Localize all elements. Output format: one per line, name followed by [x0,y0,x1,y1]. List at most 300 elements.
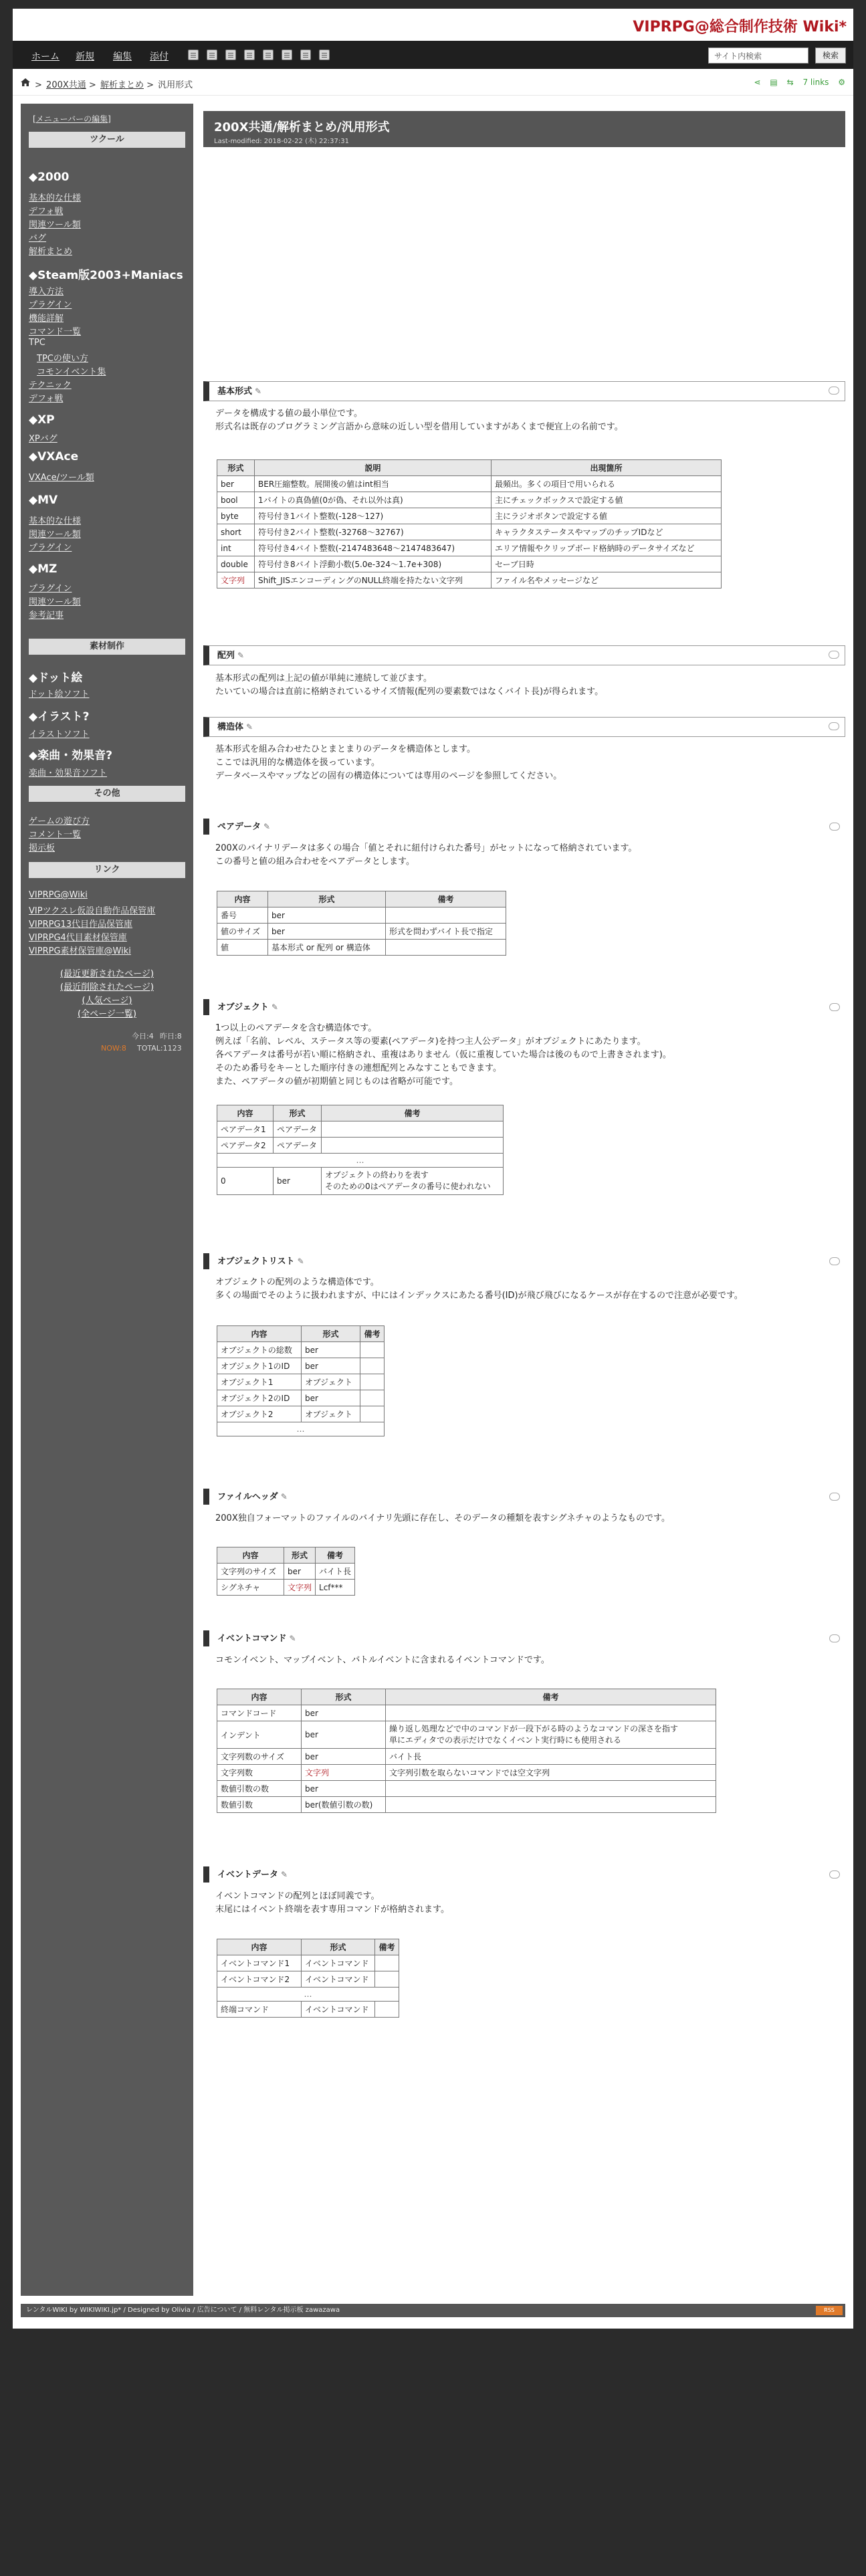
heading-text: イベントコマンド [217,1634,287,1644]
section-desc [215,1022,671,1089]
sidebar-item[interactable]: コメント一覧 [29,830,82,840]
sidebar-item[interactable]: 導入方法 [29,287,64,297]
section-heading-object [203,999,845,1015]
table-cell: 符号付き4バイト整数(-2147483648～2147483647) [255,540,492,556]
table-row [217,1374,385,1390]
table-row [217,492,722,508]
table-row [217,1390,385,1406]
sidebar-item[interactable]: コマンド一覧 [29,327,82,337]
table-header: 形式 [284,1547,316,1564]
site-header [13,9,853,38]
sidebar-heading-xp[interactable]: ◆XP [29,413,55,427]
menu-attach[interactable]: 添付 [150,51,169,62]
file-header-table [217,1547,355,1596]
search-button[interactable]: 検索 [815,47,846,64]
sidebar-section-links: リンク [29,862,185,878]
links-icon[interactable]: ⇆ [786,78,794,87]
rss-badge[interactable]: RSS [816,2306,843,2315]
table-cell: ber [217,476,255,492]
table-cell: 符号付き1バイト整数(-128～127) [255,508,492,524]
table-cell-ellipsis: … [217,1422,385,1436]
table-row [217,2002,399,2018]
table-cell: オブジェクト2のID [217,1390,302,1406]
sidebar [21,104,193,2296]
table-cell: ber [302,1705,386,1721]
page-title-box [203,111,845,147]
sidebar-ext-link[interactable]: VIPRPG4代目素材保管庫 [29,933,127,943]
table-cell: 終端コマンド [217,2002,302,2018]
table-cell: ペアデータ [274,1138,322,1154]
object-table [217,1105,504,1195]
sidebar-item[interactable]: ドット絵ソフト [29,689,90,700]
table-cell: 1バイトの真偽値(0が偽、それ以外は真) [255,492,492,508]
table-row [217,1358,385,1374]
table-header: 備考 [322,1105,504,1121]
edit-icon[interactable]: ✎ [237,651,245,660]
table-header: 備考 [316,1547,355,1564]
sidebar-ext-link[interactable]: VIPRPG素材保管庫@Wiki [29,946,131,956]
edit-icon[interactable]: ✎ [246,722,253,732]
edit-icon[interactable]: ✎ [280,1492,288,1501]
table-cell: 数値引数の数 [217,1781,302,1797]
edit-icon[interactable]: ✎ [281,1870,288,1879]
rss-icon[interactable]: ▤ [770,78,778,87]
table-cell: ber [268,924,386,940]
desc-line: 例えば「名前、レベル、ステータス等の要素(ペアデータ)を持つ主人公データ」がオブジェクトにあたります。 [215,1037,646,1047]
sidebar-heading-steam[interactable]: ◆Steam版2003+Maniacs [29,269,183,282]
table-row [217,1781,716,1797]
basic-types-table [217,459,722,588]
sidebar-section-tools: ツクール [29,132,185,148]
breadcrumb-item-200x[interactable]: 200X共通 [46,80,86,90]
table-cell: 文字列数のサイズ [217,1749,302,1765]
table-row [217,1121,504,1138]
counter-today: 今日:4 [132,1032,154,1041]
site-title[interactable]: VIPRPG@総合制作技術 Wiki* [633,19,847,35]
diff-icon[interactable] [225,49,236,60]
sidebar-item: TPC [29,338,45,348]
table-cell: 符号付き8バイト浮動小数(5.0e-324～1.7e+308) [255,556,492,572]
table-cell-link[interactable]: 文字列 [217,572,255,588]
breadcrumb-sep: > [88,80,96,90]
table-cell: オブジェクトの終わりを表す そのための0はペアデータの番号に使われない [322,1168,504,1195]
desc-line: また、ペアデータの値が初期値と同じものは省略が可能です。 [215,1077,458,1087]
table-cell [322,1138,504,1154]
all-pages-link[interactable]: (全ページ一覧) [78,1009,136,1019]
anchor-icon[interactable] [829,387,839,395]
table-cell-link[interactable]: 文字列 [302,1765,386,1781]
sidebar-heading-vxace[interactable]: ◆VXAce [29,450,79,463]
table-cell: コマンドコード [217,1705,302,1721]
table-cell-link[interactable]: 文字列 [284,1580,316,1596]
breadcrumb-sep: > [35,80,42,90]
table-cell: シグネチャ [217,1580,284,1596]
table-cell: 0 [217,1168,274,1195]
breadcrumb-item-analysis[interactable]: 解析まとめ [100,80,144,90]
menu-bar [13,41,853,69]
sidebar-item[interactable]: 関連ツール類 [29,220,81,230]
table-header: 形式 [302,1326,360,1342]
table-cell: オブジェクト [302,1374,360,1390]
anchor-icon[interactable] [829,1003,840,1011]
table-cell [360,1406,385,1422]
table-cell: 最頻出。多くの項目で用いられる [492,476,722,492]
anchor-icon[interactable] [829,1870,840,1879]
table-cell: イベントコマンド2 [217,1971,302,1988]
deleted-pages-link[interactable]: (最近削除されたページ) [60,982,154,992]
sidebar-item[interactable]: イラストソフト [29,730,90,740]
desc-line: 各ペアデータは番号が若い順に格納され、重複はありません（仮に重複していた場合は後のもので上書きされます)。 [215,1050,671,1060]
table-row [217,524,722,540]
section-desc [215,1654,550,1667]
sidebar-item[interactable]: プラグイン [29,300,72,310]
menu-edit[interactable]: 編集 [113,51,132,62]
table-cell [360,1358,385,1374]
table-cell: 数値引数 [217,1797,302,1813]
table-cell: 形式を問わずバイト長で指定 [386,924,506,940]
table-cell: ber [302,1721,386,1749]
popular-pages-link[interactable]: (人気ページ) [82,996,132,1006]
table-cell: short [217,524,255,540]
pair-data-table [217,891,506,956]
table-cell: セーブ日時 [492,556,722,572]
table-row [217,1422,385,1436]
sidebar-item[interactable]: 関連ツール類 [29,597,81,607]
edit-icon[interactable]: ✎ [263,822,271,831]
table-row [217,1564,355,1580]
section-heading-basic [203,381,845,401]
table-cell: ber [302,1749,386,1765]
table-cell: bool [217,492,255,508]
table-header: 備考 [386,1689,716,1705]
table-cell: 主にチェックボックスで設定する値 [492,492,722,508]
edit-icon[interactable]: ✎ [255,387,262,396]
edit-icon[interactable]: ✎ [297,1257,304,1266]
sidebar-item[interactable]: プラグイン [29,543,72,553]
table-row [217,556,722,572]
anchor-icon[interactable] [829,722,839,730]
table-header: 内容 [217,1547,284,1564]
desc-line: この番号と値の組み合わせをペアデータとします。 [215,857,415,867]
sidebar-edit-link[interactable]: [メニューバーの編集] [33,114,111,124]
copy-icon[interactable] [188,49,199,60]
sidebar-item[interactable]: 基本的な仕様 [29,193,82,203]
heading-text: 構造体 [217,722,244,732]
table-cell: インデント [217,1721,302,1749]
sidebar-item[interactable]: デフォ戦 [29,394,64,404]
table-cell [360,1342,385,1358]
sidebar-section-material: 素材制作 [29,639,185,655]
breadcrumb-bar [13,69,853,96]
table-cell: 主にラジオボタンで設定する値 [492,508,722,524]
table-row [217,1971,399,1988]
table-cell: ファイル名やメッセージなど [492,572,722,588]
table-row [217,924,506,940]
sidebar-item[interactable]: 基本的な仕様 [29,516,82,526]
edit-icon[interactable]: ✎ [271,1002,278,1012]
counter-yesterday: 昨日:8 [160,1032,182,1041]
section-desc [215,1512,670,1525]
recent-pages-link[interactable]: (最近更新されたページ) [60,969,154,979]
table-header: 出現箇所 [492,460,722,476]
table-cell: イベントコマンド [302,1971,375,1988]
anchor-icon[interactable] [829,1257,840,1265]
table-cell [360,1374,385,1390]
table-header: 形式 [302,1939,375,1955]
anchor-icon[interactable] [829,823,840,831]
desc-line: データを構成する値の最小単位です。 [215,409,362,419]
page-title: 200X共通/解析まとめ/汎用形式 [214,120,390,134]
table-row [217,1168,504,1195]
desc-line: 200X独自フォーマットのファイルのバイナリ先頭に存在し、そのデータの種類を表すシグネチャのようなものです。 [215,1513,670,1523]
section-heading-eventdata [203,1866,845,1883]
section-heading-eventcmd [203,1630,845,1646]
share-icon[interactable]: ⋖ [754,78,761,87]
edit-icon[interactable]: ✎ [289,1634,296,1643]
table-row [217,1721,716,1749]
table-cell: 文字列数 [217,1765,302,1781]
table-cell: 繰り返し処理などで中のコマンドが一段下がる時のようなコマンドの深さを指す 単にエディタでの表示だけでなくイベント実行時にも使用される [386,1721,716,1749]
section-heading-array [203,645,845,665]
sidebar-item[interactable]: 掲示板 [29,843,56,853]
table-row [217,907,506,924]
table-row [217,476,722,492]
table-row [217,1797,716,1813]
table-row [217,1154,504,1168]
sidebar-section-other: その他 [29,786,185,802]
sidebar-heading-music[interactable]: ◆楽曲・効果音? [29,749,112,762]
sidebar-item[interactable]: バグ [29,233,47,243]
counter-now: NOW:8 [101,1044,126,1053]
table-cell: ペアデータ2 [217,1138,274,1154]
table-cell: 基本形式 or 配列 or 構造体 [268,940,386,956]
table-cell: ber [274,1168,322,1195]
sidebar-item[interactable]: ゲームの遊び方 [29,817,90,827]
section-heading-struct [203,717,845,737]
desc-line: 基本形式の配列は上記の値が単純に連続して並びます。 [215,673,432,683]
table-row [217,1406,385,1422]
table-cell: イベントコマンド1 [217,1955,302,1971]
table-cell: オブジェクト1のID [217,1358,302,1374]
table-row [217,1342,385,1358]
anchor-icon[interactable] [829,651,839,659]
table-cell: イベントコマンド [302,2002,375,2018]
sidebar-heading-dot[interactable]: ◆ドット絵 [29,671,83,685]
section-heading-pair [203,819,845,835]
table-row [217,1765,716,1781]
home-icon[interactable] [21,78,30,86]
search-input[interactable]: サイト内検索 [708,47,808,64]
table-cell [386,907,506,924]
sidebar-item[interactable]: XPバグ [29,434,58,444]
sidebar-heading-illust[interactable]: ◆イラスト? [29,710,90,724]
table-row [217,540,722,556]
heading-text: イベントデータ [217,1870,279,1880]
table-row [217,940,506,956]
table-cell: キャラクタステータスやマップのチップIDなど [492,524,722,540]
table-cell-ellipsis: … [217,1154,504,1168]
section-desc [215,407,623,434]
table-cell: 番号 [217,907,268,924]
sidebar-heading-2000[interactable]: ◆2000 [29,171,70,184]
table-cell: 値 [217,940,268,956]
sidebar-ext-link[interactable]: VIPRPG@Wiki [29,890,88,900]
sidebar-item[interactable]: 解析まとめ [29,247,73,257]
table-cell: ber [284,1564,316,1580]
breadcrumb [35,78,194,90]
sidebar-item[interactable]: 機能詳解 [29,314,64,324]
table-row [217,1749,716,1765]
table-cell: Shift_JISエンコーディングのNULL終端を持たない文字列 [255,572,492,588]
table-row [217,1705,716,1721]
list-icon[interactable] [282,49,292,60]
table-header: 形式 [302,1689,386,1705]
table-header: 形式 [217,460,255,476]
table-cell: ber(数値引数の数) [302,1797,386,1813]
table-cell [375,1971,399,1988]
crumb-tools [748,78,845,87]
page [13,9,853,2329]
anchor-icon[interactable] [829,1493,840,1501]
desc-line: 200Xのバイナリデータは多くの場合「値とそれに紐付けられた番号」がセットになって格納されています。 [215,843,637,853]
table-cell: byte [217,508,255,524]
desc-line: 末尾にはイベント終端を表す専用コマンドが格納されます。 [215,1905,449,1915]
table-cell: バイト長 [316,1564,355,1580]
backup-icon[interactable] [244,49,255,60]
breadcrumb-sep: > [146,80,154,90]
heading-text: ファイルヘッダ [217,1492,278,1502]
sidebar-item[interactable]: 関連ツール類 [29,530,81,540]
table-row [217,1138,504,1154]
sidebar-item[interactable]: 楽曲・効果音ソフト [29,768,108,778]
table-cell [375,1955,399,1971]
footer-text[interactable]: レンタルWIKI by WIKIWIKI.jp* / Designed by Olivia / 広告について / 無料レンタル掲示板 zawazawa [26,2306,340,2314]
table-cell: double [217,556,255,572]
page-icon[interactable] [207,49,217,60]
table-cell: ペアデータ [274,1121,322,1138]
table-cell [322,1121,504,1138]
heading-text: オブジェクト [217,1002,269,1012]
table-header: 備考 [386,891,506,907]
anchor-icon[interactable] [829,1634,840,1642]
sidebar-subitem[interactable]: コモンイベント集 [37,367,106,377]
table-cell [360,1390,385,1406]
settings-icon[interactable]: ⚙ [838,78,845,87]
event-data-table [217,1939,399,2018]
table-cell: ペアデータ1 [217,1121,274,1138]
table-cell [386,1797,716,1813]
sidebar-item[interactable]: 参考記事 [29,611,64,621]
table-header: 形式 [268,891,386,907]
table-cell: イベントコマンド [302,1955,375,1971]
table-cell [386,1705,716,1721]
table-cell: int [217,540,255,556]
sidebar-item[interactable]: デフォ戦 [29,207,64,217]
table-cell: 文字列引数を取らないコマンドでは空文字列 [386,1765,716,1781]
table-cell: 値のサイズ [217,924,268,940]
desc-line: コモンイベント、マップイベント、バトルイベントに含まれるイベントコマンドです。 [215,1655,550,1665]
table-header: 形式 [274,1105,322,1121]
sidebar-item[interactable]: テクニック [29,381,72,391]
section-desc [215,1890,449,1917]
table-header: 内容 [217,1689,302,1705]
heading-text: 基本形式 [217,387,253,397]
table-row [217,1988,399,2002]
desc-line: イベントコマンドの配列とほぼ同義です。 [215,1891,380,1901]
table-cell: Lcf*** [316,1580,355,1596]
table-cell: 符号付き2バイト整数(-32768～32767) [255,524,492,540]
section-heading-fileheader [203,1489,845,1505]
help-icon[interactable] [319,49,330,60]
table-header: 説明 [255,460,492,476]
table-cell: エリア情報やクリップボード格納時のデータサイズなど [492,540,722,556]
table-row [217,508,722,524]
desc-line: ここでは汎用的な構造体を扱っています。 [215,758,380,768]
event-command-table [217,1689,716,1813]
desc-line: 基本形式を組み合わせたひとまとまりのデータを構造体とします。 [215,744,475,754]
table-cell [386,940,506,956]
table-row [217,572,722,588]
table-cell: ber [302,1342,360,1358]
counter-total: TOTAL:1123 [137,1044,182,1053]
table-header: 備考 [375,1939,399,1955]
menu-new[interactable]: 新規 [76,51,94,62]
menu-home[interactable]: ホーム [31,51,60,62]
table-cell: オブジェクトの総数 [217,1342,302,1358]
last-modified: Last-modified: 2018-02-22 (木) 22:37:31 [214,138,349,145]
desc-line: そのため番号をキーとした順序付きの連想配列とみなすこともできます。 [215,1063,502,1073]
table-cell: オブジェクト1 [217,1374,302,1390]
table-cell: BER圧縮整数。展開後の値はint相当 [255,476,492,492]
table-cell: ber [302,1781,386,1797]
table-row [217,1955,399,1971]
sidebar-subitem[interactable]: TPCの使い方 [37,354,88,364]
table-cell: ber [268,907,386,924]
section-heading-objlist [203,1253,845,1269]
sidebar-heading-mz[interactable]: ◆MZ [29,562,58,576]
sidebar-heading-mv[interactable]: ◆MV [29,494,58,507]
table-header: 内容 [217,891,268,907]
table-header: 内容 [217,1105,274,1121]
link-count[interactable]: 7 links [802,78,829,87]
sidebar-item[interactable]: プラグイン [29,584,72,594]
desc-line: 1つ以上のペアデータを含む構造体です。 [215,1023,377,1033]
desc-line: オブジェクトの配列のような構造体です。 [215,1277,379,1287]
table-header: 備考 [360,1326,385,1342]
sidebar-item[interactable]: VXAce/ツール類 [29,473,94,483]
desc-line: 多くの場面でそのように扱われますが、中にはインデックスにあたる番号(ID)が飛び飛びになるケースが存在するので注意が必要です。 [215,1291,743,1301]
table-cell [375,2002,399,2018]
object-list-table [217,1325,385,1436]
section-desc [215,842,637,869]
table-cell: オブジェクト [302,1406,360,1422]
table-row [217,1580,355,1596]
section-desc [215,743,562,783]
table-header: 内容 [217,1939,302,1955]
breadcrumb-item-current: 汎用形式 [158,80,193,90]
table-cell: ber [302,1390,360,1406]
section-desc [215,672,603,699]
folder-icon[interactable] [263,49,274,60]
sidebar-ext-link[interactable]: VIPツクスレ仮設自動作品保管庫 [29,906,156,916]
table-header: 内容 [217,1326,302,1342]
table-cell: 文字列のサイズ [217,1564,284,1580]
desc-line: たいていの場合は直前に格納されているサイズ情報(配列の要素数ではなくバイト長)が得られます。 [215,687,604,697]
heading-text: 配列 [217,651,235,661]
recent-icon[interactable] [300,49,311,60]
sidebar-ext-link[interactable]: VIPRPG13代目作品保管庫 [29,920,133,930]
table-cell [386,1781,716,1797]
